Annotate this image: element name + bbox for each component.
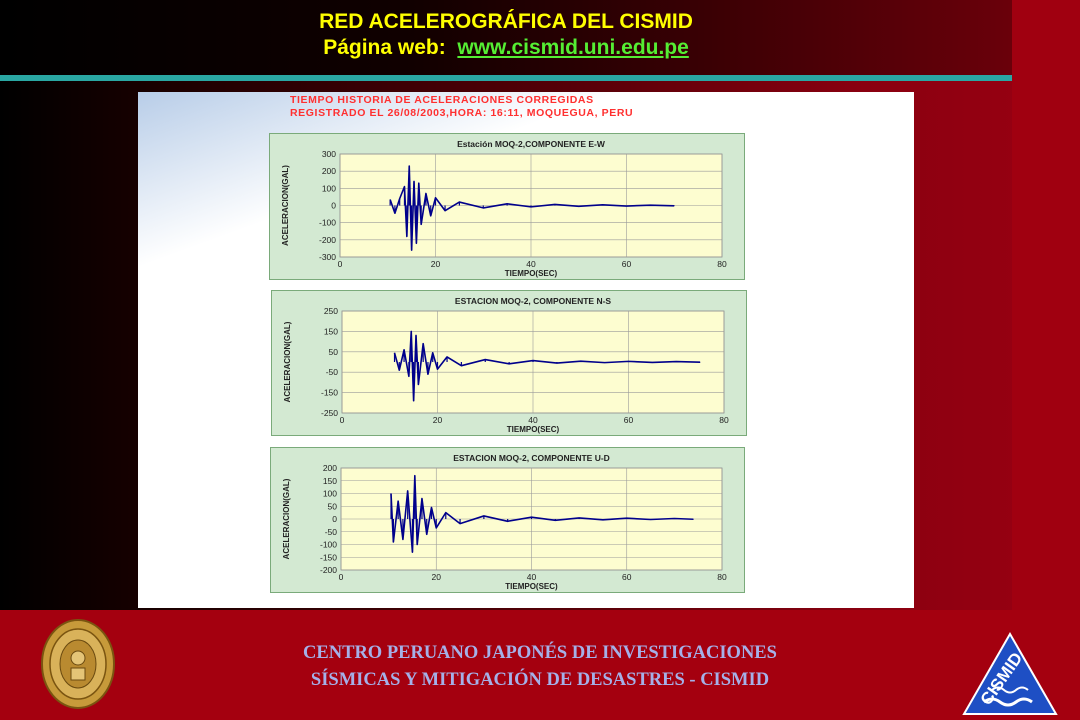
document-title: TIEMPO HISTORIA DE ACELERACIONES CORREGIDAS <box>290 94 594 106</box>
chart-title: ESTACION MOQ-2, COMPONENTE N-S <box>454 296 612 306</box>
y-tick-label: 0 <box>332 514 337 524</box>
x-tick-label: 80 <box>717 259 727 269</box>
chart-ew <box>270 134 744 279</box>
y-tick-label: 200 <box>321 166 336 177</box>
cismid-logo-text: CISMID <box>976 649 1027 709</box>
web-line <box>0 35 1012 61</box>
y-tick-label: -200 <box>318 234 336 245</box>
right-color-band <box>1012 0 1080 610</box>
y-tick-label: -250 <box>320 408 338 418</box>
y-tick-label: -200 <box>319 565 337 575</box>
y-tick-label: -50 <box>324 526 337 537</box>
y-axis-label: ACELERACION(GAL) <box>283 321 292 403</box>
x-tick-label: 60 <box>623 415 634 425</box>
chart-title: ESTACION MOQ-2, COMPONENTE U-D <box>453 453 610 463</box>
chart-ns <box>272 291 746 435</box>
x-tick-label: 60 <box>621 259 632 269</box>
footer-line-1: CENTRO PERUANO JAPONÉS DE INVESTIGACIONES <box>303 643 777 663</box>
x-tick-label: 20 <box>430 259 441 269</box>
x-axis-label: TIEMPO(SEC) <box>506 425 560 434</box>
cismid-logo <box>962 632 1058 716</box>
y-tick-label: -100 <box>319 539 337 550</box>
header-divider <box>0 75 1012 81</box>
chart-ud <box>271 448 744 592</box>
x-tick-label: 40 <box>528 415 538 425</box>
x-tick-label: 80 <box>719 415 729 425</box>
slide-footer <box>0 610 1080 720</box>
y-tick-label: 100 <box>321 183 336 194</box>
x-tick-label: 40 <box>526 572 537 582</box>
document-subtitle: REGISTRADO EL 26/08/2003,HORA: 16:11, MOQUEGUA, PERU <box>290 107 634 119</box>
chart-frame-ew <box>269 133 745 280</box>
x-tick-label: 40 <box>526 259 536 269</box>
x-tick-label: 20 <box>431 572 441 582</box>
y-tick-label: 200 <box>322 463 337 473</box>
y-tick-label: 150 <box>322 475 337 486</box>
x-tick-label: 20 <box>432 415 443 425</box>
y-tick-label: -150 <box>320 387 338 398</box>
y-tick-label: -100 <box>318 217 336 228</box>
x-tick-label: 0 <box>338 572 344 582</box>
x-tick-label: 0 <box>337 259 343 269</box>
document-image-panel <box>138 92 914 608</box>
chart-title: Estación MOQ-2,COMPONENTE E-W <box>457 139 605 149</box>
slide-title: RED ACELEROGRÁFICA DEL CISMID <box>319 10 693 33</box>
x-tick-label: 80 <box>717 572 727 582</box>
y-tick-label: -150 <box>319 552 337 563</box>
y-tick-label: 0 <box>331 200 336 211</box>
chart-frame-ns <box>271 290 747 436</box>
y-axis-label: ACELERACION(GAL) <box>281 165 290 246</box>
y-axis-label: ACELERACION(GAL) <box>282 478 291 560</box>
x-tick-label: 60 <box>622 572 632 582</box>
web-label: Página web: <box>323 36 446 59</box>
x-axis-label: TIEMPO(SEC) <box>505 582 558 591</box>
x-tick-label: 0 <box>339 415 345 425</box>
y-tick-label: -50 <box>325 367 338 378</box>
y-tick-label: 150 <box>323 326 338 337</box>
y-tick-label: 300 <box>321 149 336 159</box>
footer-line-2: SÍSMICAS Y MITIGACIÓN DE DESASTRES - CISMID <box>310 670 770 690</box>
y-tick-label: -300 <box>318 252 336 262</box>
y-tick-label: 100 <box>322 488 337 499</box>
slide-header <box>0 0 1012 76</box>
chart-frame-ud <box>270 447 745 593</box>
y-tick-label: 50 <box>328 346 338 357</box>
university-seal-logo <box>40 618 116 710</box>
y-tick-label: 50 <box>327 501 337 512</box>
web-link[interactable]: www.cismid.uni.edu.pe <box>457 36 689 59</box>
x-axis-label: TIEMPO(SEC) <box>504 269 558 278</box>
y-tick-label: 250 <box>323 306 338 316</box>
